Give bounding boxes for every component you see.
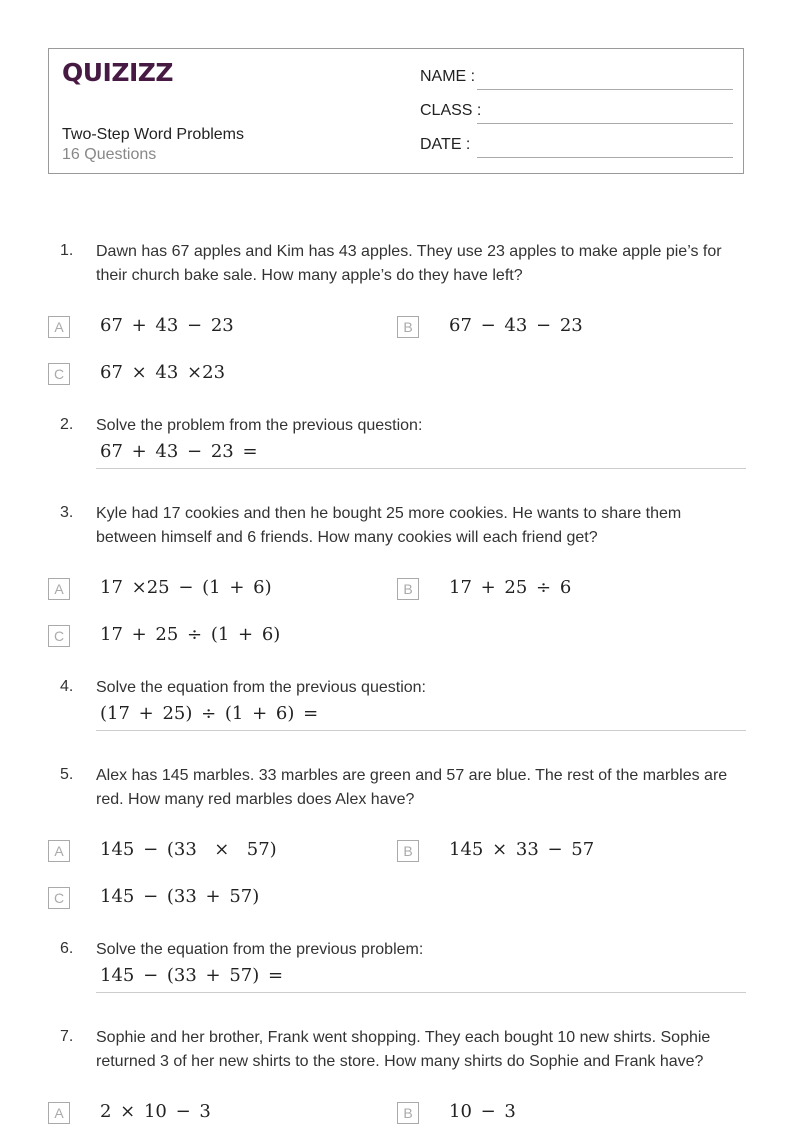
question-text: Kyle had 17 cookies and then he bought 25 more cookies. He wants to share them between himself and 6 friends. How many cookies will each friend get?: [96, 505, 682, 546]
option-b-expression: 67 − 43 − 23: [449, 315, 583, 336]
option-b-box[interactable]: B: [397, 840, 419, 862]
option-b-expression: 17 + 25 ÷ 6: [449, 577, 572, 598]
option-a-box[interactable]: A: [48, 578, 70, 600]
question-number: 5.: [60, 766, 74, 783]
option-c-expression: 145 − (33 + 57): [100, 886, 260, 907]
question-text: Solve the equation from the previous question:: [96, 679, 426, 696]
question-number: 6.: [60, 940, 74, 957]
option-b-box[interactable]: B: [397, 578, 419, 600]
worksheet-header: [48, 48, 744, 174]
option-c-expression: 17 + 25 ÷ (1 + 6): [100, 624, 281, 645]
name-label: NAME :: [420, 68, 476, 85]
date-label: DATE :: [420, 136, 471, 153]
option-a-box[interactable]: A: [48, 1102, 70, 1124]
class-label: CLASS :: [420, 102, 482, 119]
question-text: Solve the problem from the previous question:: [96, 417, 423, 434]
question-number: 4.: [60, 678, 74, 695]
option-c-box[interactable]: C: [48, 625, 70, 647]
option-b-box[interactable]: B: [397, 316, 419, 338]
question-number: 2.: [60, 416, 74, 433]
question-expression: 67 + 43 − 23 =: [100, 441, 258, 462]
date-line[interactable]: [477, 157, 733, 158]
option-a-expression: 67 + 43 − 23: [100, 315, 234, 336]
option-a-expression: 145 − (33 × 57): [100, 839, 277, 860]
question-count: 16 Questions: [62, 146, 157, 163]
class-line[interactable]: [477, 123, 733, 124]
option-a-box[interactable]: A: [48, 316, 70, 338]
answer-line[interactable]: [96, 730, 746, 731]
option-b-expression: 145 × 33 − 57: [449, 839, 595, 860]
option-c-box[interactable]: C: [48, 363, 70, 385]
option-a-box[interactable]: A: [48, 840, 70, 862]
answer-line[interactable]: [96, 992, 746, 993]
quizizz-logo: QUIZIZZ: [62, 58, 174, 87]
question-number: 7.: [60, 1028, 74, 1045]
worksheet-title: Two-Step Word Problems: [62, 126, 244, 143]
answer-line[interactable]: [96, 468, 746, 469]
question-text: Dawn has 67 apples and Kim has 43 apples. They use 23 apples to make apple pie’s for their church bake sale. How many apple’s do they have left?: [96, 243, 722, 284]
option-a-expression: 2 × 10 − 3: [100, 1101, 211, 1122]
option-b-expression: 10 − 3: [449, 1101, 516, 1122]
question-text: Alex has 145 marbles. 33 marbles are green and 57 are blue. The rest of the marbles are red. How many red marbles does Alex have?: [96, 767, 728, 808]
option-c-expression: 67 × 43 ×23: [100, 362, 226, 383]
option-b-box[interactable]: B: [397, 1102, 419, 1124]
question-expression: (17 + 25) ÷ (1 + 6) =: [100, 703, 319, 724]
option-a-expression: 17 ×25 − (1 + 6): [100, 577, 272, 598]
question-number: 3.: [60, 504, 74, 521]
question-text: Sophie and her brother, Frank went shopping. They each bought 10 new shirts. Sophie returned 3 of her new shirts to the store. How many shirts do Sophie and Frank have?: [96, 1029, 711, 1070]
question-text: Solve the equation from the previous problem:: [96, 941, 424, 958]
name-line[interactable]: [477, 89, 733, 90]
question-number: 1.: [60, 242, 74, 259]
option-c-box[interactable]: C: [48, 887, 70, 909]
question-expression: 145 − (33 + 57) =: [100, 965, 284, 986]
